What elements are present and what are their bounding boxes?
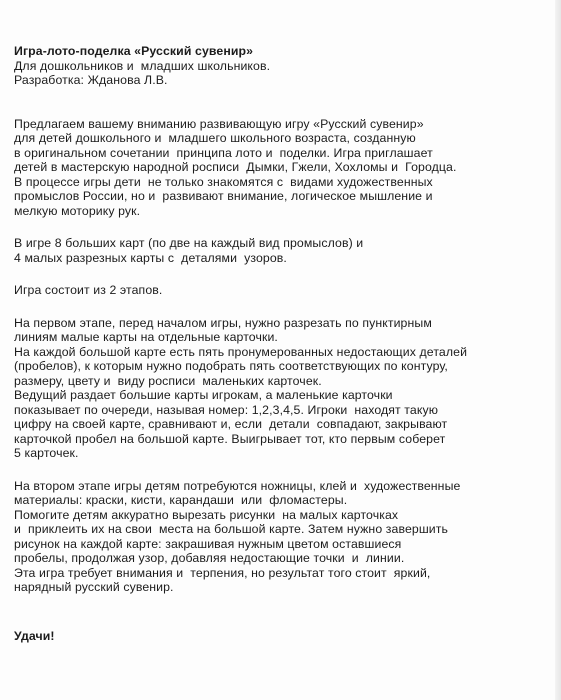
stage-one-paragraph xyxy=(14,316,546,461)
stage-two-line: и приклеить их на свои места на большой карте. Затем нужно завершить xyxy=(14,522,449,536)
intro-line: Предлагаем вашему вниманию развивающую игру «Русский сувенир» xyxy=(14,116,424,131)
cards-paragraph xyxy=(14,236,546,265)
stage-two-line: рисунок на каждой карте: закрашивая нужным цветом оставшиеся xyxy=(14,536,402,551)
stage-two-line: Помогите детям аккуратно вырезать рисунки на малых карточках xyxy=(14,507,399,522)
stage-two-line: материалы: краски, кисти, карандаши или фломастеры. xyxy=(14,493,348,507)
author-credit: Разработка: Жданова Л.В. xyxy=(14,73,168,87)
document-body xyxy=(14,44,546,643)
document-title: Игра-лото-поделка «Русский сувенир» xyxy=(14,44,254,58)
stage-two-line: нарядный русский сувенир. xyxy=(14,580,174,594)
stage-two-paragraph xyxy=(14,479,546,595)
intro-line: детей в мастерскую народной росписи Дымки, Гжели, Хохломы и Городца. xyxy=(14,160,457,174)
stage-two-line: Эта игра требует внимания и терпения, но результат того стоит яркий, xyxy=(14,565,431,580)
intro-line: в оригинальном сочетании принципа лото и поделки. Игра приглашает xyxy=(14,145,433,160)
scan-edge-shadow xyxy=(555,0,561,700)
spacer xyxy=(14,595,546,629)
intro-line: В процессе игры дети не только знакомятся с видами художественных xyxy=(14,174,433,189)
stages-intro: Игра состоит из 2 этапов. xyxy=(14,283,163,297)
stage-one-line: цифру на своей карте, сравнивают и, если детали совпадают, закрывают xyxy=(14,417,448,431)
spacer xyxy=(14,88,546,117)
stage-one-line: 5 карточек. xyxy=(14,446,79,460)
stage-one-line: размеру, цвету и виду росписи маленьких карточек. xyxy=(14,373,322,388)
intro-line: мелкую моторику рук. xyxy=(14,203,141,218)
intro-line: промыслов России, но и развивают внимание, логическое мышление и xyxy=(14,189,433,203)
intro-paragraph xyxy=(14,117,546,219)
spacer xyxy=(14,298,546,316)
spacer xyxy=(14,218,546,236)
stage-one-line: карточкой пробел на большой карте. Выигрывает тот, кто первым соберет xyxy=(14,431,446,446)
stage-one-line: На каждой большой карте есть пять пронумерованных недостающих деталей xyxy=(14,344,468,359)
intro-line: для детей дошкольного и младшего школьного возраста, созданную xyxy=(14,131,416,145)
cards-line: В игре 8 больших карт (по две на каждый вид промыслов) и xyxy=(14,236,364,250)
stage-one-line: Ведущий раздает большие карты игрокам, а маленькие карточки xyxy=(14,388,393,402)
closing-wish: Удачи! xyxy=(14,628,55,643)
stage-one-line: На первом этапе, перед началом игры, нужно разрезать по пунктирным xyxy=(14,315,432,330)
stage-two-line: На втором этапе игры детям потребуются ножницы, клей и художественные xyxy=(14,478,461,493)
cards-line: 4 малых разрезных карты с деталями узоров. xyxy=(14,250,287,265)
stage-one-line: (пробелов), к которым нужно подобрать пять соответствующих по контуру, xyxy=(14,359,448,373)
stage-one-line: показывает по очереди, называя номер: 1,2,3,4,5. Игроки находят такую xyxy=(14,402,439,417)
spacer xyxy=(14,461,546,479)
stage-two-line: пробелы, продолжая узор, добавляя недостающие точки и линии. xyxy=(14,551,405,565)
spacer xyxy=(14,265,546,283)
target-audience: Для дошкольников и младших школьников. xyxy=(14,58,271,73)
stage-one-line: линиям малые карты на отдельные карточки. xyxy=(14,330,278,344)
